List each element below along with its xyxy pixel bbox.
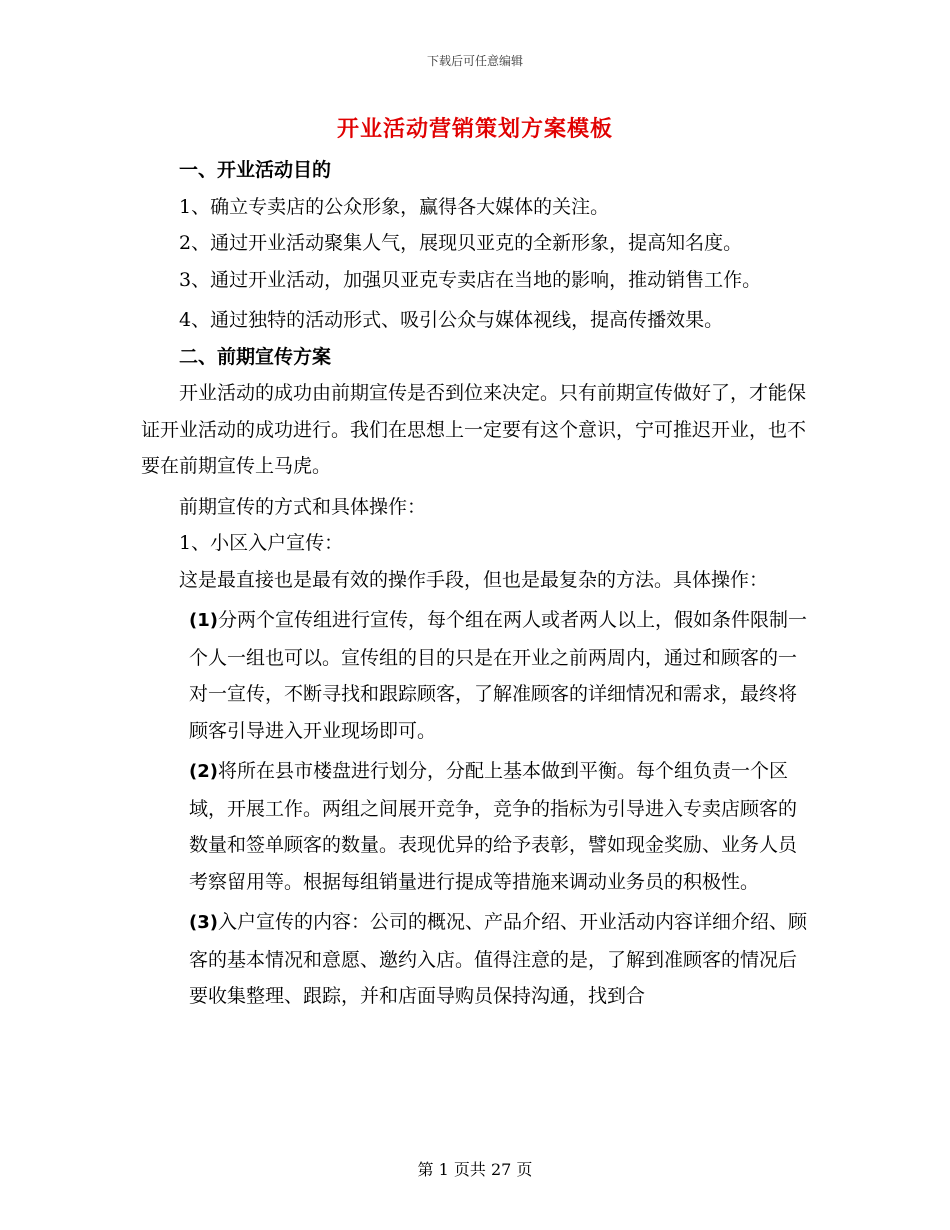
paragraph: 2、通过开业活动聚集人气，展现贝亚克的全新形象，提高知名度。 <box>179 232 743 254</box>
document-title: 开业活动营销策划方案模板 <box>336 116 613 142</box>
list-item-text: 分两个宣传组进行宣传，每个组在两人或者两人以上，假如条件限制一个人一组也可以。宣传组的目的只是在开业之前两周内，通过和顾客的一对一宣传，不断寻找和跟踪顾客，了解准顾客的详细情况和需求，最终将顾客引导进入开业现场即可。 <box>189 609 807 742</box>
document-body <box>141 152 811 1015</box>
list-item-number: (1) <box>189 610 218 631</box>
list-item <box>141 753 811 900</box>
paragraph: 开业活动的成功由前期宣传是否到位来决定。只有前期宣传做好了，才能保证开业活动的成功进行。我们在思想上一定要有这个意识，宁可推迟开业，也不要在前期宣传上马虎。 <box>141 382 807 477</box>
list-item-text: 将所在县市楼盘进行划分，分配上基本做到平衡。每个组负责一个区域，开展工作。两组之间展开竞争，竞争的指标为引导进入专卖店顾客的数量和签单顾客的数量。表现优异的给予表彰，譬如现金奖励、业务人员考察留用等。根据每组销量进行提成等措施来调动业务员的积极性。 <box>189 760 798 893</box>
section-heading: 二、前期宣传方案 <box>179 345 332 368</box>
list-item-text: 入户宣传的内容：公司的概况、产品介绍、开业活动内容详细介绍、顾客的基本情况和意愿、邀约入店。值得注意的是，了解到准顾客的情况后要收集整理、跟踪，并和店面导购员保持沟通，找到合 <box>189 911 807 1007</box>
paragraph: 1、小区入户宣传： <box>179 532 344 554</box>
list-item-number: (3) <box>189 912 218 933</box>
header-note: 下载后可任意编辑 <box>426 54 523 68</box>
list-item-number: (2) <box>189 761 218 782</box>
list-item <box>141 602 811 749</box>
paragraph: 1、确立专卖店的公众形象，赢得各大媒体的关注。 <box>179 195 610 218</box>
page-footer: 第 1 页共 27 页 <box>417 1160 533 1179</box>
list-item <box>141 904 811 1015</box>
paragraph: 前期宣传的方式和具体操作： <box>179 495 427 518</box>
section-heading: 一、开业活动目的 <box>179 159 332 181</box>
paragraph: 这是最直接也是最有效的操作手段，但也是最复杂的方法。具体操作： <box>179 568 769 591</box>
paragraph: 3、通过开业活动，加强贝亚克专卖店在当地的影响，推动销售工作。 <box>179 268 762 291</box>
paragraph: 4、通过独特的活动形式、吸引公众与媒体视线，提高传播效果。 <box>179 309 724 331</box>
